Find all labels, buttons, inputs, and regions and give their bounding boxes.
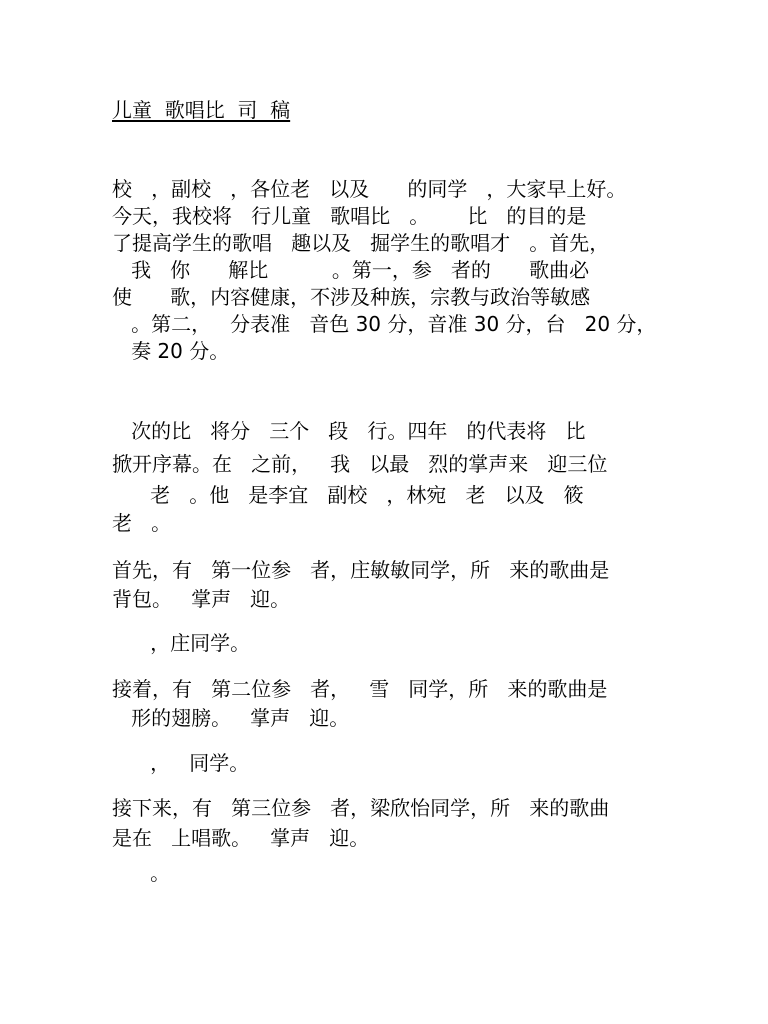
paragraph-8-line-1: 。 (112, 861, 171, 885)
paragraph-4-line-1: ，庄同学。 (112, 631, 251, 655)
paragraph-1-line-2: 今天，我校将 行儿童 歌唱比 。 比 的目的是 (112, 204, 587, 228)
paragraph-1-line-4: 我 你 解比 。第一，参 者的 歌曲必 (112, 258, 590, 282)
paragraph-1-line-7: 奏 20 分。 (112, 339, 230, 363)
paragraph-1-line-3: 了提高学生的歌唱 趣以及 掘学生的歌唱才 。首先， (112, 231, 610, 255)
paragraph-3-line-2: 背包。 掌声 迎。 (112, 587, 291, 611)
paragraph-5-line-1: 接着，有 第二位参 者， 雪 同学，所 来的歌曲是 (112, 677, 608, 701)
paragraph-1-line-6: 。第二， 分表准 音色 30 分，音准 30 分，台 20 分， (112, 312, 657, 336)
paragraph-6-line-1: ， 同学。 (112, 751, 250, 775)
paragraph-1-line-5: 使 歌，内容健康，不涉及种族，宗教与政治等敏感 (112, 285, 591, 309)
paragraph-2-line-2: 掀开序幕。在 之前， 我 以最 烈的掌声来 迎三位 (112, 452, 608, 476)
paragraph-7-line-1: 接下来，有 第三位参 者，梁欣怡同学，所 来的歌曲 (112, 796, 610, 820)
paragraph-7-line-2: 是在 上唱歌。 掌声 迎。 (112, 826, 370, 850)
paragraph-5-line-2: 形的翅膀。 掌声 迎。 (112, 706, 350, 730)
paragraph-1-line-1: 校 ，副校 ，各位老 以及 的同学 ，大家早上好。 (112, 177, 627, 201)
paragraph-3-line-1: 首先，有 第一位参 者，庄敏敏同学，所 来的歌曲是 (112, 558, 610, 582)
document-title: 儿童 歌唱比 司 稿 (112, 98, 291, 122)
paragraph-2-line-4: 老 。 (112, 511, 172, 535)
paragraph-2-line-3: 老 。他 是李宜 副校 ，林宛 老 以及 筱 (112, 483, 584, 507)
paragraph-2-line-1: 次的比 将分 三个 段 行。四年 的代表将 比 (112, 419, 586, 443)
